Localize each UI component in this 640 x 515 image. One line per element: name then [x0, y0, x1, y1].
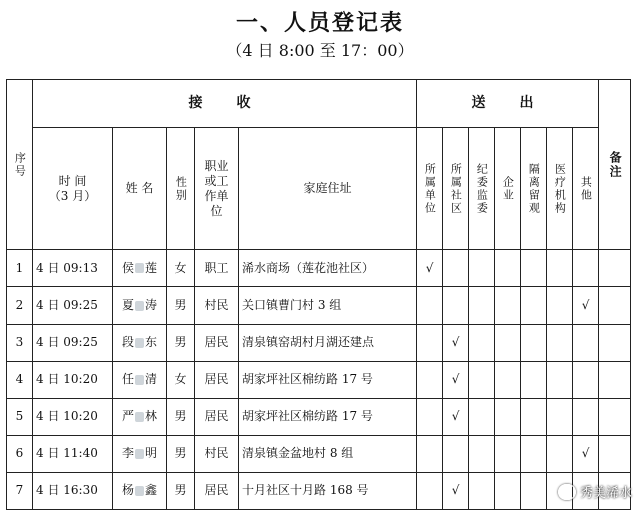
- gender-cell: 男: [167, 435, 195, 472]
- send-col-header: 所属社区: [443, 128, 469, 250]
- check-cell: [469, 324, 495, 361]
- check-cell: [495, 472, 521, 509]
- watermark: 秀美浠水: [558, 482, 632, 501]
- name-cell: 李 明: [113, 435, 167, 472]
- occupation-cell: 居民: [195, 472, 239, 509]
- occupation-cell: 居民: [195, 361, 239, 398]
- check-cell: [495, 435, 521, 472]
- check-cell: [417, 398, 443, 435]
- check-cell: [521, 398, 547, 435]
- table-row: [7, 250, 631, 287]
- occupation-cell: 村民: [195, 287, 239, 324]
- seq-cell: 6: [7, 435, 33, 472]
- gender-cell: 男: [167, 287, 195, 324]
- check-cell: [417, 435, 443, 472]
- gender-cell: 男: [167, 324, 195, 361]
- check-cell: [547, 435, 573, 472]
- time-cell: 4 日 09:25: [33, 324, 113, 361]
- redaction-blur: [135, 412, 144, 422]
- gender-cell: 男: [167, 472, 195, 509]
- gender-cell: 女: [167, 361, 195, 398]
- occupation-cell: 职工: [195, 250, 239, 287]
- table-row: [7, 472, 631, 509]
- name-cell: 任 清: [113, 361, 167, 398]
- time-cell: 4 日 09:25: [33, 287, 113, 324]
- check-cell: [521, 361, 547, 398]
- address-cell: 十月社区十月路 168 号: [239, 472, 417, 509]
- time-cell: 4 日 10:20: [33, 398, 113, 435]
- time-cell: 4 日 09:13: [33, 250, 113, 287]
- check-cell: √: [573, 435, 599, 472]
- check-cell: [417, 472, 443, 509]
- redaction-blur: [135, 338, 144, 348]
- seq-cell: 2: [7, 287, 33, 324]
- check-cell: [469, 472, 495, 509]
- seq-cell: 3: [7, 324, 33, 361]
- redaction-blur: [135, 301, 144, 311]
- redaction-blur: [135, 375, 144, 385]
- check-cell: [495, 324, 521, 361]
- check-cell: [417, 324, 443, 361]
- check-cell: [469, 250, 495, 287]
- send-col-header: 所属单位: [417, 128, 443, 250]
- check-cell: √: [443, 324, 469, 361]
- redaction-blur: [135, 486, 144, 496]
- remark-cell: [599, 287, 631, 324]
- check-cell: [495, 398, 521, 435]
- table-row: [7, 287, 631, 324]
- name-cell: 段 东: [113, 324, 167, 361]
- seq-cell: 4: [7, 361, 33, 398]
- name-cell: 夏 涛: [113, 287, 167, 324]
- gender-header: 性别: [167, 128, 195, 250]
- send-col-header: 企业: [495, 128, 521, 250]
- check-cell: [417, 287, 443, 324]
- check-cell: [443, 250, 469, 287]
- check-cell: [495, 287, 521, 324]
- remark-cell: [599, 435, 631, 472]
- registration-table: [6, 79, 631, 510]
- occupation-header: 职业或工作单位: [195, 128, 239, 250]
- check-cell: [495, 250, 521, 287]
- table-row: [7, 435, 631, 472]
- check-cell: [521, 435, 547, 472]
- check-cell: [521, 250, 547, 287]
- send-col-header: 纪委监委: [469, 128, 495, 250]
- check-cell: [443, 435, 469, 472]
- check-cell: [417, 361, 443, 398]
- check-cell: [495, 361, 521, 398]
- receive-header: 接 收: [33, 80, 417, 128]
- check-cell: √: [443, 361, 469, 398]
- check-cell: [521, 287, 547, 324]
- check-cell: [547, 361, 573, 398]
- remark-cell: [599, 324, 631, 361]
- page-subtitle: （4 日 8:00 至 17：00）: [226, 41, 414, 60]
- address-cell: 关口镇曹门村 3 组: [239, 287, 417, 324]
- address-cell: 浠水商场（莲花池社区）: [239, 250, 417, 287]
- remark-cell: [599, 398, 631, 435]
- check-cell: [547, 324, 573, 361]
- remark-header: 备注: [599, 80, 631, 250]
- seq-cell: 7: [7, 472, 33, 509]
- check-cell: [573, 324, 599, 361]
- time-header: 时 间 （3 月）: [33, 128, 113, 250]
- address-header: 家庭住址: [239, 128, 417, 250]
- check-cell: [547, 398, 573, 435]
- seq-header: 序号: [7, 80, 33, 250]
- check-cell: [469, 398, 495, 435]
- name-cell: 侯 莲: [113, 250, 167, 287]
- table-row: [7, 324, 631, 361]
- table-row: [7, 361, 631, 398]
- check-cell: [469, 435, 495, 472]
- address-cell: 清泉镇窑胡村月湖还建点: [239, 324, 417, 361]
- check-cell: [547, 287, 573, 324]
- check-cell: [521, 324, 547, 361]
- check-cell: [573, 250, 599, 287]
- check-cell: √: [573, 287, 599, 324]
- check-cell: [469, 361, 495, 398]
- check-cell: [469, 287, 495, 324]
- gender-cell: 女: [167, 250, 195, 287]
- check-cell: [547, 250, 573, 287]
- address-cell: 清泉镇金盆地村 8 组: [239, 435, 417, 472]
- check-cell: √: [443, 398, 469, 435]
- name-cell: 杨 鑫: [113, 472, 167, 509]
- table-row: [7, 398, 631, 435]
- seq-cell: 1: [7, 250, 33, 287]
- redaction-blur: [135, 449, 144, 459]
- check-cell: √: [443, 472, 469, 509]
- page-title: 一、人员登记表: [235, 11, 404, 36]
- check-cell: [521, 472, 547, 509]
- name-header: 姓 名: [113, 128, 167, 250]
- send-header: 送 出: [417, 80, 599, 128]
- send-col-header: 其他: [573, 128, 599, 250]
- occupation-cell: 居民: [195, 398, 239, 435]
- check-cell: [573, 361, 599, 398]
- redaction-blur: [135, 263, 144, 273]
- wechat-icon: [558, 484, 576, 500]
- check-cell: [573, 398, 599, 435]
- check-cell: √: [417, 250, 443, 287]
- name-cell: 严 林: [113, 398, 167, 435]
- occupation-cell: 居民: [195, 324, 239, 361]
- check-cell: [443, 287, 469, 324]
- gender-cell: 男: [167, 398, 195, 435]
- time-cell: 4 日 16:30: [33, 472, 113, 509]
- address-cell: 胡家坪社区棉纺路 17 号: [239, 398, 417, 435]
- remark-cell: [599, 361, 631, 398]
- address-cell: 胡家坪社区棉纺路 17 号: [239, 361, 417, 398]
- time-cell: 4 日 11:40: [33, 435, 113, 472]
- time-cell: 4 日 10:20: [33, 361, 113, 398]
- send-col-header: 医疗机构: [547, 128, 573, 250]
- seq-cell: 5: [7, 398, 33, 435]
- remark-cell: [599, 250, 631, 287]
- send-col-header: 隔离留观: [521, 128, 547, 250]
- occupation-cell: 村民: [195, 435, 239, 472]
